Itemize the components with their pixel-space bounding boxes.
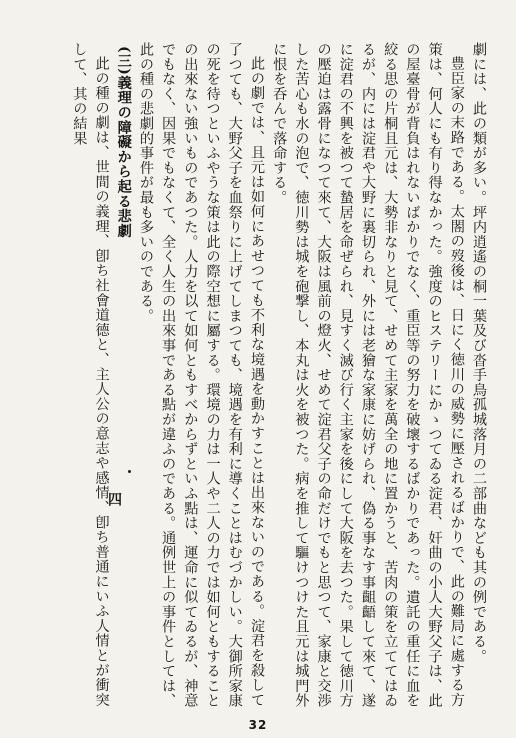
- section-heading: (三)義理の障礙から起る悲劇: [115, 46, 132, 239]
- chapter-number: 四: [106, 492, 122, 506]
- paragraph-3: 此の劇では、且元は如何にあせつても不利な境遇を動かすことは出來ないのである。淀君を殺して了つても、大野父子を血祭りに上げてしまつても、境遇を有利に導くことはむづかしい。大御所家康の死を待つといふやうな策は此の際空想に屬する。環境の力は一人や二人の力では如何ともすることの出來ない強いものであつた。人力を以て如何ともすべからずといふ點は、運命に似てゐるが、神意でもなく、因果でもなくて、全く人生の出來事である點が違ふのである。通例世上の事件としては、此の種の悲劇的事件が最も多いのである。: [137, 42, 265, 708]
- paragraph-4: 此の種の劇は、世間の義理、卽ち社會道德と、主人公の意志や感情、卽ち普通にいふ人情とが衝突して、其の結果: [71, 42, 110, 708]
- page-number: 32: [248, 718, 268, 732]
- paragraph-1: 劇には、此の類が多い。坪内逍遙の桐一葉及び沓手鳥孤城落月の二部曲なども其の例である。: [471, 42, 487, 664]
- paragraph-2: 豊臣家の末路である。太閤の歿後は、日にく徳川の威勢に壓されるばかりで、此の難局に處する方策は、何人にも有り得なかった。強度のヒステリーにかゝつてゐる淀君、奸曲の小人大野父子は、此の屋臺骨が背負はれないばかりでなく、重臣等の努力を破壞するばかりであった。遺託の重任に血を絞る思の片桐且元は、大勢非なりと見て、せめて主家を萬全の地に置かうと、苦肉の策を立ててはゐるが、内には淀君や大野に裏切られ、外には老獪な家康に妨げられ、偽る事なす事齟齬して來て、遂に淀君の不興を被つて蟄居を命ぜられ、見すく滅び行く主家を後にして大阪を去つた。果して徳川方の壓迫は露骨になつて來て、大阪は風前の燈火、せめて淀君父子の命だけでもと思つて、家康と交渉した苦心も水の泡で、徳川勢は城を砲撃し、本丸は火を被つた。病を推して驅けつけた且元は城門外に恨を呑んで落命する。: [271, 42, 465, 708]
- vertical-text-body: [20, 42, 490, 710]
- decorative-dot: [128, 470, 131, 473]
